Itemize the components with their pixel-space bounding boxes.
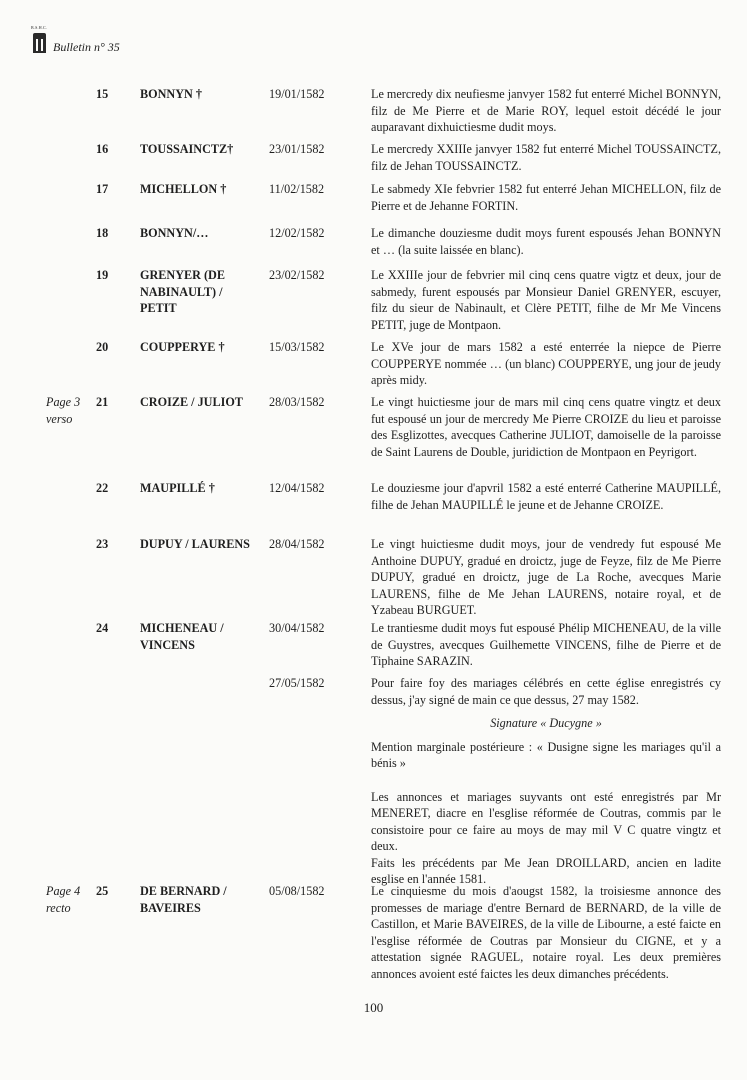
margin-note: Page 3 verso [46, 395, 81, 426]
bulletin-logo [31, 25, 51, 55]
closing-text [371, 675, 721, 888]
entry-text: Le trantiesme dudit moys fut espousé Phélip MICHENEAU, de la ville de Guystres, avecques Guilhemette VINCENS, filhe de Pierre et de Tiphaine SARAZIN. [371, 621, 721, 668]
margin-note: Page 4 recto [46, 884, 81, 915]
signature-line: Signature « Ducygne » [490, 716, 602, 730]
entry-text: Le XXIIIe jour de febvrier mil cinq cens quatre vigtz et deux, jour de sabmedy, furent espousés par Monsieur Daniel GRENYER, escuyer, filz du sieur de Nabinault, et Clère PETIT, filhe de Mr Me Vincens PETIT, juge de Montpaon. [371, 268, 721, 332]
entry-date: 05/08/1582 [269, 884, 325, 898]
entry-number: 23 [96, 537, 109, 551]
page-number: 100 [363, 1000, 384, 1015]
entry-number: 24 [96, 621, 109, 635]
logo-icon [33, 33, 46, 53]
entry-text: Le mercredy XXIIIe janvyer 1582 fut enterré Michel TOUSSAINCTZ, filz de Jehan TOUSSAINCTZ. [371, 142, 721, 173]
entry-text: Le douziesme jour d'apvril 1582 a esté enterré Catherine MAUPILLÉ, filhe de Jehan MAUPILLÉ le jeune et de Jehanne CROIZE. [371, 481, 721, 512]
entry-text: Le mercredy dix neufiesme janvyer 1582 fut enterré Michel BONNYN, filz de Me Pierre et de Marie ROY, lequel estoit décédé le jour auparavant dixhuictiesme dudit moys. [371, 87, 721, 134]
closing-date: 27/05/1582 [269, 676, 325, 690]
entry-date: 30/04/1582 [269, 621, 325, 635]
entry-number: 18 [96, 226, 109, 240]
entry-text: Le sabmedy XIe febvrier 1582 fut enterré Jehan MICHELLON, filz de Pierre et de Jehanne FORTIN. [371, 182, 721, 213]
entry-name: MAUPILLÉ † [140, 481, 215, 495]
entry-date: 28/04/1582 [269, 537, 325, 551]
entry-name: DE BERNARD / BAVEIRES [140, 884, 227, 915]
entry-date: 12/02/1582 [269, 226, 325, 240]
entry-date: 23/01/1582 [269, 142, 325, 156]
entry-date: 19/01/1582 [269, 87, 325, 101]
entry-date: 11/02/1582 [269, 182, 325, 196]
entry-name: BONNYN † [140, 87, 202, 101]
entry-number: 21 [96, 395, 109, 409]
entry-text: Le XVe jour de mars 1582 a esté enterrée la niepce de Pierre COUPPERYE nommée … (un blanc) COUPPERYE, ung jour de jeudy après midy. [371, 340, 721, 387]
entry-date: 12/04/1582 [269, 481, 325, 495]
entry-number: 20 [96, 340, 109, 354]
page-header [31, 25, 120, 55]
entry-number: 25 [96, 884, 109, 898]
entry-name: BONNYN/… [140, 226, 209, 240]
annonces-note: Les annonces et mariages suyvants ont esté enregistrés par Mr MENERET, diacre en l'esglise réformée de Coutras, commis par le consistoire pour ce faire au moys de may mil V C quatre vingtz et deux. [371, 789, 721, 853]
entry-number: 19 [96, 268, 109, 282]
entry-date: 23/02/1582 [269, 268, 325, 282]
entry-text: Le dimanche douziesme dudit moys furent espousés Jehan BONNYN et … (la suite laissée en blanc). [371, 226, 721, 257]
entry-name: MICHELLON † [140, 182, 227, 196]
entry-name: CROIZE / JULIOT [140, 395, 243, 409]
entry-number: 15 [96, 87, 109, 101]
entry-number: 17 [96, 182, 109, 196]
closing-statement: Pour faire foy des mariages célébrés en cette église enregistrés cy dessus, j'ay signé de main ce que dessus, 27 may 1582. [371, 676, 721, 707]
entry-number: 16 [96, 142, 109, 156]
entry-text: Le vingt huictiesme jour de mars mil cinq cens quatre vingtz et deux fut espousé un jour de mercredy Me Pierre CROIZE du lieu et paroisse des Esglizottes, avecques Catherine JULIOT, damoiselle de la paroisse de Saint Laurens de Double, juridiction de Montpaon en Peyrigort. [371, 395, 721, 459]
entry-name: GRENYER (DE NABINAULT) / PETIT [140, 268, 225, 315]
entry-text: Le vingt huictiesme dudit moys, jour de vendredy fut espousé Me Anthoine DUPUY, gradué en droictz, juge de Feyze, filz de Me Pierre DUPUY, gradué en droictz, juge de La Roche, avecques Marie LAURENS, filhe de Me Jehan LAURENS, notaire royal, et de Yzabeau BURGUET. [371, 537, 721, 617]
entry-name: MICHENEAU / VINCENS [140, 621, 224, 652]
entry-date: 15/03/1582 [269, 340, 325, 354]
logo-text: B.S.H.C. [31, 25, 48, 30]
bulletin-title: Bulletin n° 35 [53, 40, 120, 54]
marginal-mention: Mention marginale postérieure : « Dusigne signe les mariages qu'il a bénis » [371, 739, 721, 770]
entry-name: COUPPERYE † [140, 340, 225, 354]
entry-number: 22 [96, 481, 109, 495]
entry-name: TOUSSAINCTZ† [140, 142, 234, 156]
entry-date: 28/03/1582 [269, 395, 325, 409]
entry-text: Le cinquiesme du mois d'aougst 1582, la troisiesme annonce des promesses de mariage d'entre Bernard de BERNARD, de la ville de Castillon, et Marie BAVEIRES, de la ville de Libourne, a esté faicte en l'esglise réformée de Coutras par Monsieur du CIGNE, et y a attestation signée RAGUEL, notaire royal. Les deux premières annonces avoient esté faictes les deux dimanches précédents. [371, 884, 721, 981]
faits-note: Faits les précédents par Me Jean DROILLARD, ancien en ladite esglise en l'année 1581. [371, 855, 721, 886]
entry-name: DUPUY / LAURENS [140, 537, 250, 551]
